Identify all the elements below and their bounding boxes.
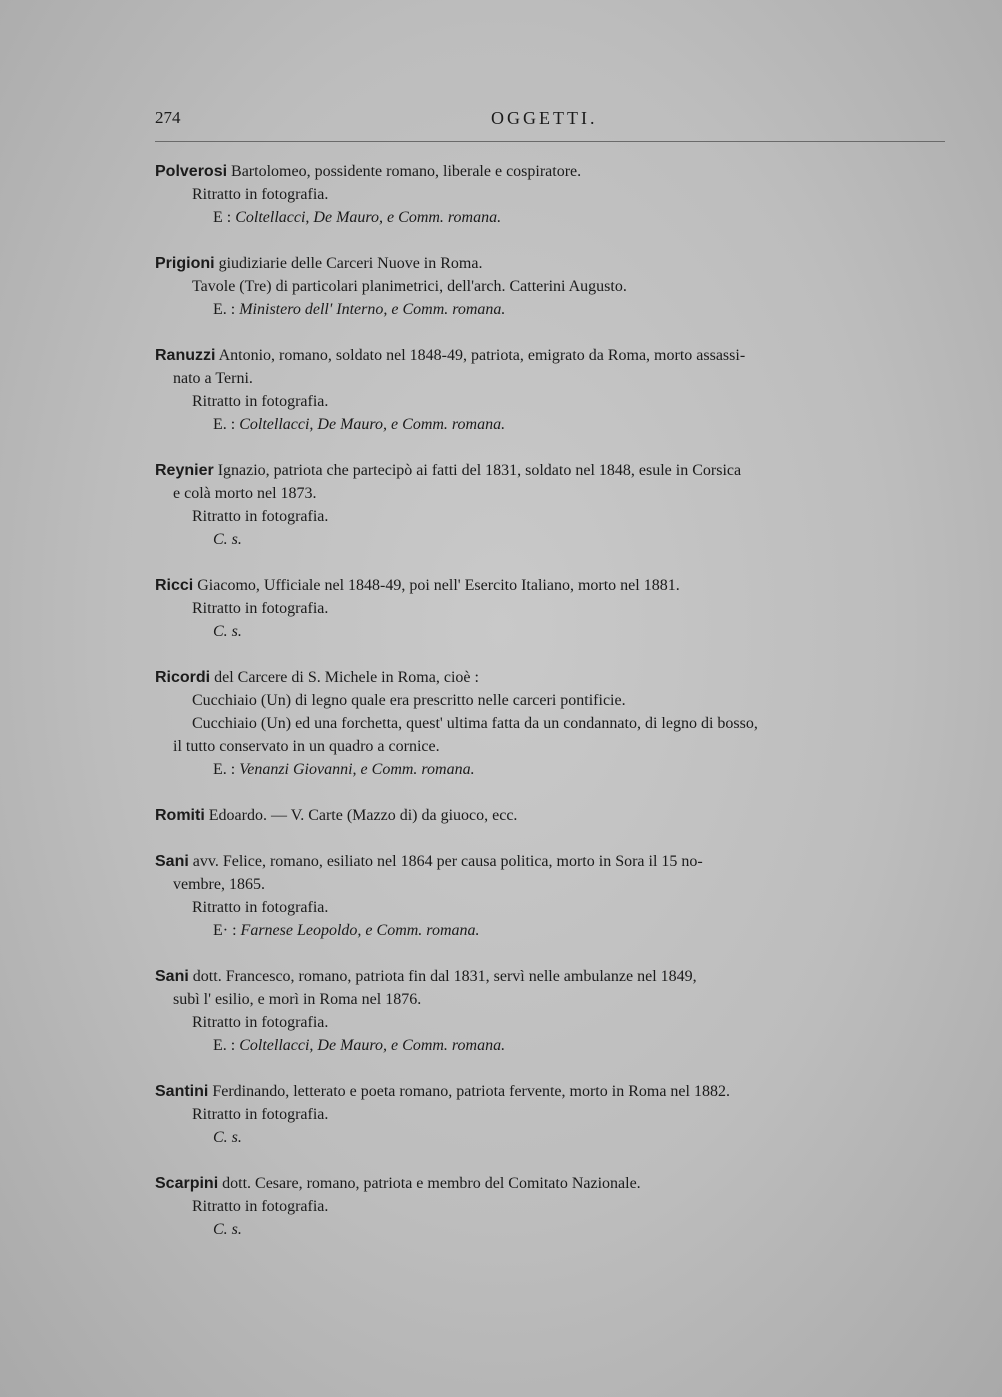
source-text: Ministero dell' Interno, e Comm. romana. (239, 301, 506, 318)
source-text: Farnese Leopoldo, e Comm. romana. (240, 922, 480, 939)
entry-item: Ritratto in fotografia. (192, 186, 329, 203)
entry-source (155, 1034, 947, 1057)
source-label: E· : (213, 922, 237, 939)
source-text: Coltellacci, De Mauro, e Comm. romana. (235, 209, 502, 226)
entry-description: avv. Felice, romano, esiliato nel 1864 per causa politica, morto in Sora il 15 no- (192, 853, 703, 870)
entry-source: C. s. (213, 1221, 242, 1238)
entry-surname: Ricordi (155, 669, 211, 686)
entry-description: Edoardo. — V. Carte (Mazzo di) da giuoco, ecc. (208, 807, 518, 824)
entry-description: Bartolomeo, possidente romano, liberale e cospiratore. (231, 163, 582, 180)
catalog-entry (155, 459, 947, 551)
entry-surname: Ranuzzi (155, 347, 216, 364)
entry-source: C. s. (213, 623, 242, 640)
source-label: E : (213, 209, 232, 226)
entry-continuation: nato a Terni. (173, 370, 253, 387)
catalog-entry (155, 252, 947, 321)
entry-source (155, 413, 947, 436)
entry-item: Cucchiaio (Un) di legno quale era prescritto nelle carceri pontificie. (192, 692, 626, 709)
entry-item: Ritratto in fotografia. (192, 600, 329, 617)
entry-item: Ritratto in fotografia. (192, 1106, 329, 1123)
entry-continuation: e colà morto nel 1873. (173, 485, 317, 502)
source-label: E. : (213, 761, 236, 778)
entry-description: dott. Cesare, romano, patriota e membro del Comitato Nazionale. (222, 1175, 641, 1192)
entry-description: Ferdinando, letterato e poeta romano, patriota fervente, morto in Roma nel 1882. (212, 1083, 730, 1100)
catalog-entry (155, 666, 947, 781)
catalog-entry (155, 965, 947, 1057)
source-text: Venanzi Giovanni, e Comm. romana. (239, 761, 475, 778)
source-text: Coltellacci, De Mauro, e Comm. romana. (239, 416, 506, 433)
entry-surname: Sani (155, 968, 189, 985)
entry-continuation: subì l' esilio, e morì in Roma nel 1876. (173, 991, 422, 1008)
catalog-entry (155, 160, 947, 229)
entry-source (155, 206, 947, 229)
entry-list (155, 160, 947, 1241)
entry-description: Ignazio, patriota che partecipò ai fatti del 1831, soldato nel 1848, esule in Corsica (217, 462, 742, 479)
page-number: 274 (155, 108, 181, 127)
entry-surname: Prigioni (155, 255, 215, 272)
entry-source (155, 919, 947, 942)
entry-source: C. s. (213, 531, 242, 548)
entry-item: Ritratto in fotografia. (192, 1014, 329, 1031)
entry-item: Cucchiaio (Un) ed una forchetta, quest' ultima fatta da un condannato, di legno di bosso, (192, 715, 758, 732)
catalog-entry (155, 574, 947, 643)
entry-surname: Ricci (155, 577, 194, 594)
header-rule (155, 141, 945, 142)
entry-item: Ritratto in fotografia. (192, 393, 329, 410)
entry-description: dott. Francesco, romano, patriota fin dal 1831, servì nelle ambulanze nel 1849, (192, 968, 697, 985)
page-header (155, 108, 945, 132)
source-label: E. : (213, 301, 236, 318)
entry-description: del Carcere di S. Michele in Roma, cioè : (214, 669, 479, 686)
entry-item: Ritratto in fotografia. (192, 508, 329, 525)
entry-continuation: il tutto conservato in un quadro a cornice. (173, 738, 440, 755)
entry-item: Ritratto in fotografia. (192, 1198, 329, 1215)
catalog-entry (155, 1080, 947, 1149)
entry-surname: Scarpini (155, 1175, 219, 1192)
entry-surname: Santini (155, 1083, 209, 1100)
entry-description: giudiziarie delle Carceri Nuove in Roma. (218, 255, 483, 272)
entry-item: Ritratto in fotografia. (192, 899, 329, 916)
source-text: Coltellacci, De Mauro, e Comm. romana. (239, 1037, 506, 1054)
entry-description: Antonio, romano, soldato nel 1848-49, patriota, emigrato da Roma, morto assassi- (218, 347, 746, 364)
entry-item: Tavole (Tre) di particolari planimetrici, dell'arch. Catterini Augusto. (192, 278, 627, 295)
entry-surname: Reynier (155, 462, 214, 479)
entry-source (155, 758, 947, 781)
entry-surname: Polverosi (155, 163, 228, 180)
entry-description: Giacomo, Ufficiale nel 1848-49, poi nell' Esercito Italiano, morto nel 1881. (197, 577, 680, 594)
entry-surname: Sani (155, 853, 189, 870)
entry-source (155, 298, 947, 321)
catalog-entry (155, 1172, 947, 1241)
entry-surname: Romiti (155, 807, 205, 824)
entry-continuation: vembre, 1865. (173, 876, 265, 893)
running-title: OGGETTI. (491, 108, 598, 128)
source-label: E. : (213, 416, 236, 433)
catalog-entry (155, 804, 947, 827)
entry-source: C. s. (213, 1129, 242, 1146)
catalog-entry (155, 850, 947, 942)
catalog-entry (155, 344, 947, 436)
source-label: E. : (213, 1037, 236, 1054)
